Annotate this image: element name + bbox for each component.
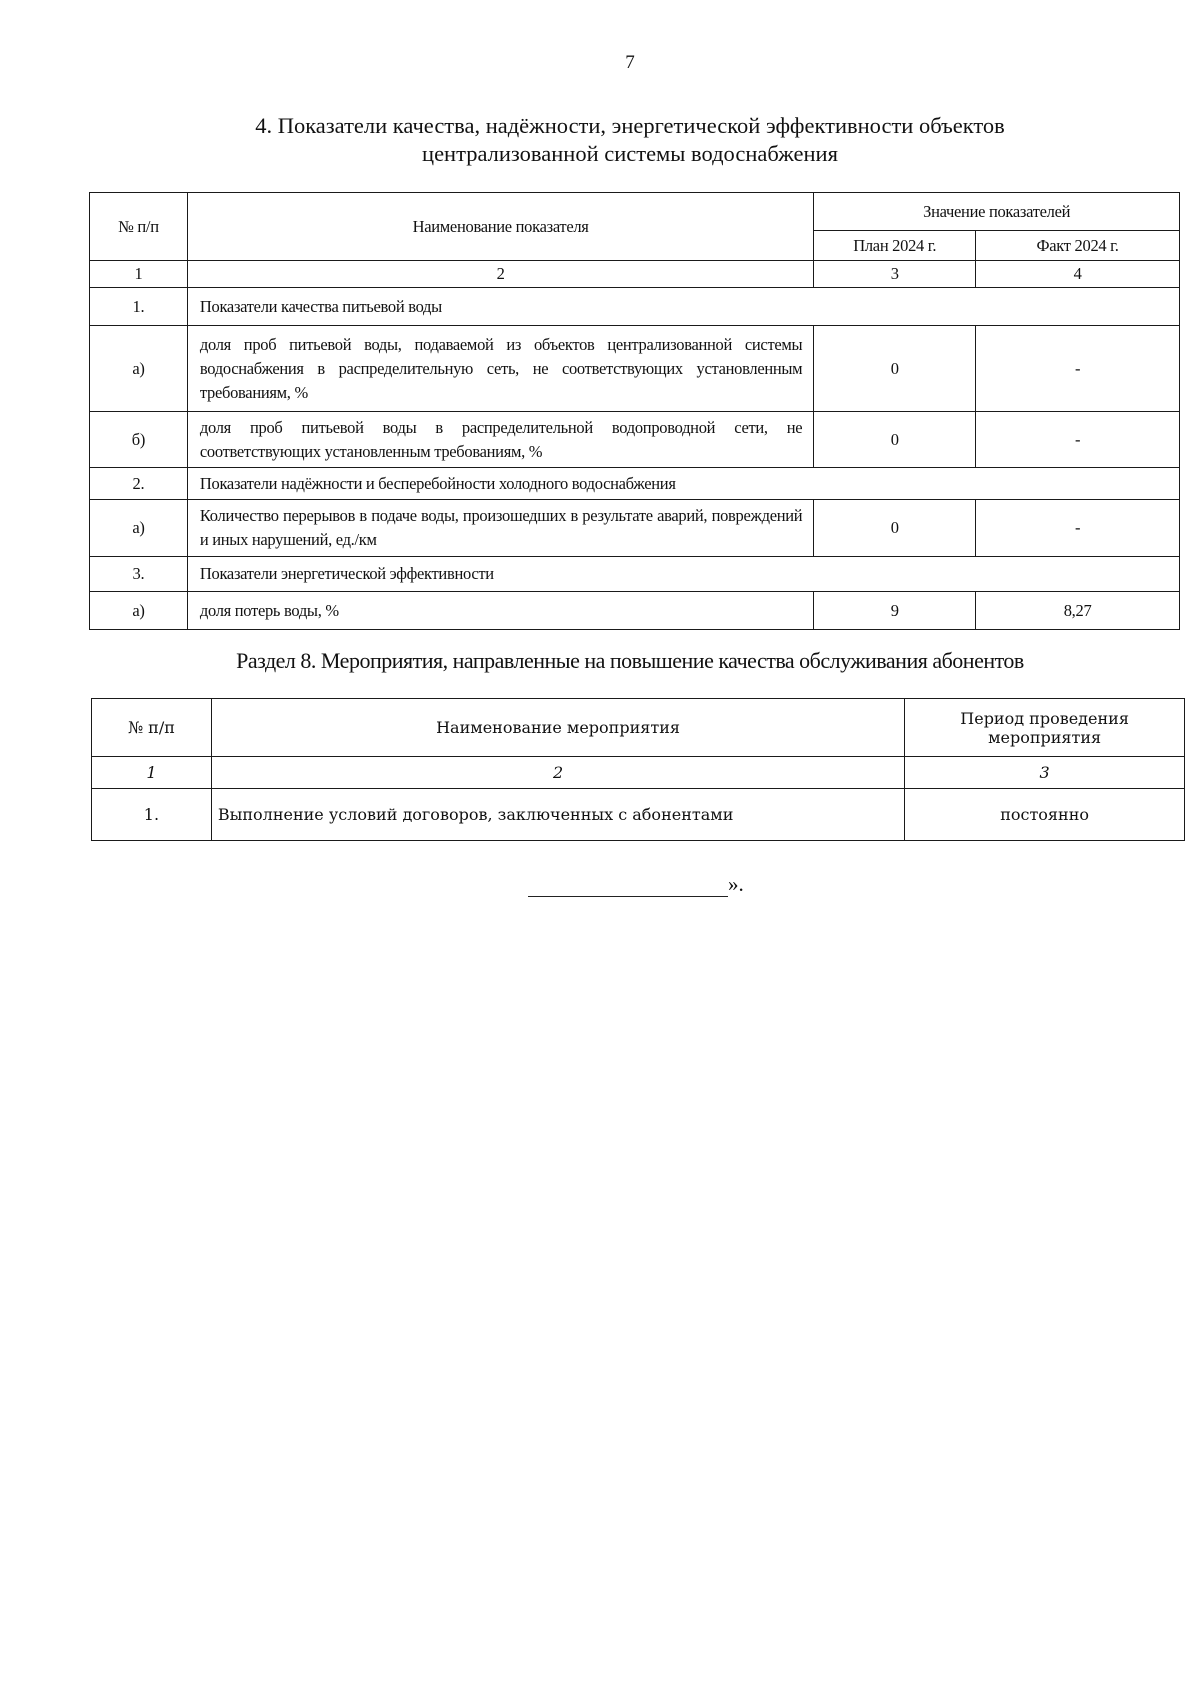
column-number: 2 — [187, 261, 813, 288]
column-number: 1 — [92, 757, 212, 789]
row-plan: 0 — [814, 326, 976, 412]
section-title: Показатели энергетической эффективности — [187, 557, 1179, 592]
section-title: Показатели качества питьевой воды — [187, 288, 1179, 326]
section-row — [90, 468, 1180, 500]
row-fact: - — [976, 326, 1180, 412]
column-number-row — [92, 757, 1185, 789]
table-row — [90, 500, 1180, 557]
column-number: 3 — [905, 757, 1185, 789]
row-plan: 0 — [814, 412, 976, 468]
table-row — [90, 412, 1180, 468]
closing-mark — [528, 872, 744, 897]
row-num: б) — [90, 412, 188, 468]
section-num: 2. — [90, 468, 188, 500]
section-row — [90, 288, 1180, 326]
section8-title: Раздел 8. Мероприятия, направленные на повышение качества обслуживания абонентов — [236, 648, 1024, 673]
table-row — [92, 789, 1185, 841]
header-name: Наименование показателя — [187, 193, 813, 261]
row-name: Количество перерывов в подаче воды, произошедших в результате аварий, повреждений и иных нарушений, ед./км — [187, 500, 813, 557]
row-name: доля проб питьевой воды, подаваемой из объектов централизованной системы водоснабжения в распределительную сеть, не соответствующих установленным требованиям, % — [187, 326, 813, 412]
row-name: доля потерь воды, % — [187, 592, 813, 630]
section-num: 1. — [90, 288, 188, 326]
row-num: 1. — [92, 789, 212, 841]
column-number: 1 — [90, 261, 188, 288]
header-plan: План 2024 г. — [814, 231, 976, 261]
column-number: 2 — [211, 757, 904, 789]
row-fact: - — [976, 412, 1180, 468]
header-values-group: Значение показателей — [814, 193, 1180, 231]
measures-table — [91, 698, 1185, 841]
section-title: Показатели надёжности и бесперебойности холодного водоснабжения — [187, 468, 1179, 500]
page-number: 7 — [625, 52, 635, 73]
header-period: Период проведения мероприятия — [905, 699, 1185, 757]
header-name: Наименование мероприятия — [211, 699, 904, 757]
section-row — [90, 557, 1180, 592]
closing-quote: ». — [728, 872, 744, 896]
section-heading-line-1: 4. Показатели качества, надёжности, энергетической эффективности объектов — [255, 113, 1005, 138]
section-heading — [150, 112, 1110, 168]
row-name: доля проб питьевой воды в распределительной водопроводной сети, не соответствующих установленным требованиям, % — [187, 412, 813, 468]
header-fact: Факт 2024 г. — [976, 231, 1180, 261]
column-number-row — [90, 261, 1180, 288]
row-plan: 9 — [814, 592, 976, 630]
section-heading-line-2: централизованной системы водоснабжения — [422, 141, 838, 166]
header-num: № п/п — [92, 699, 212, 757]
closing-underline — [528, 876, 728, 897]
row-fact: - — [976, 500, 1180, 557]
column-number: 3 — [814, 261, 976, 288]
row-period: постоянно — [905, 789, 1185, 841]
table-row — [90, 326, 1180, 412]
section-num: 3. — [90, 557, 188, 592]
column-number: 4 — [976, 261, 1180, 288]
row-name: Выполнение условий договоров, заключенных с абонентами — [211, 789, 904, 841]
header-num: № п/п — [90, 193, 188, 261]
row-fact: 8,27 — [976, 592, 1180, 630]
row-num: а) — [90, 326, 188, 412]
row-plan: 0 — [814, 500, 976, 557]
row-num: а) — [90, 500, 188, 557]
row-num: а) — [90, 592, 188, 630]
indicators-table — [89, 192, 1180, 630]
table-row — [90, 592, 1180, 630]
